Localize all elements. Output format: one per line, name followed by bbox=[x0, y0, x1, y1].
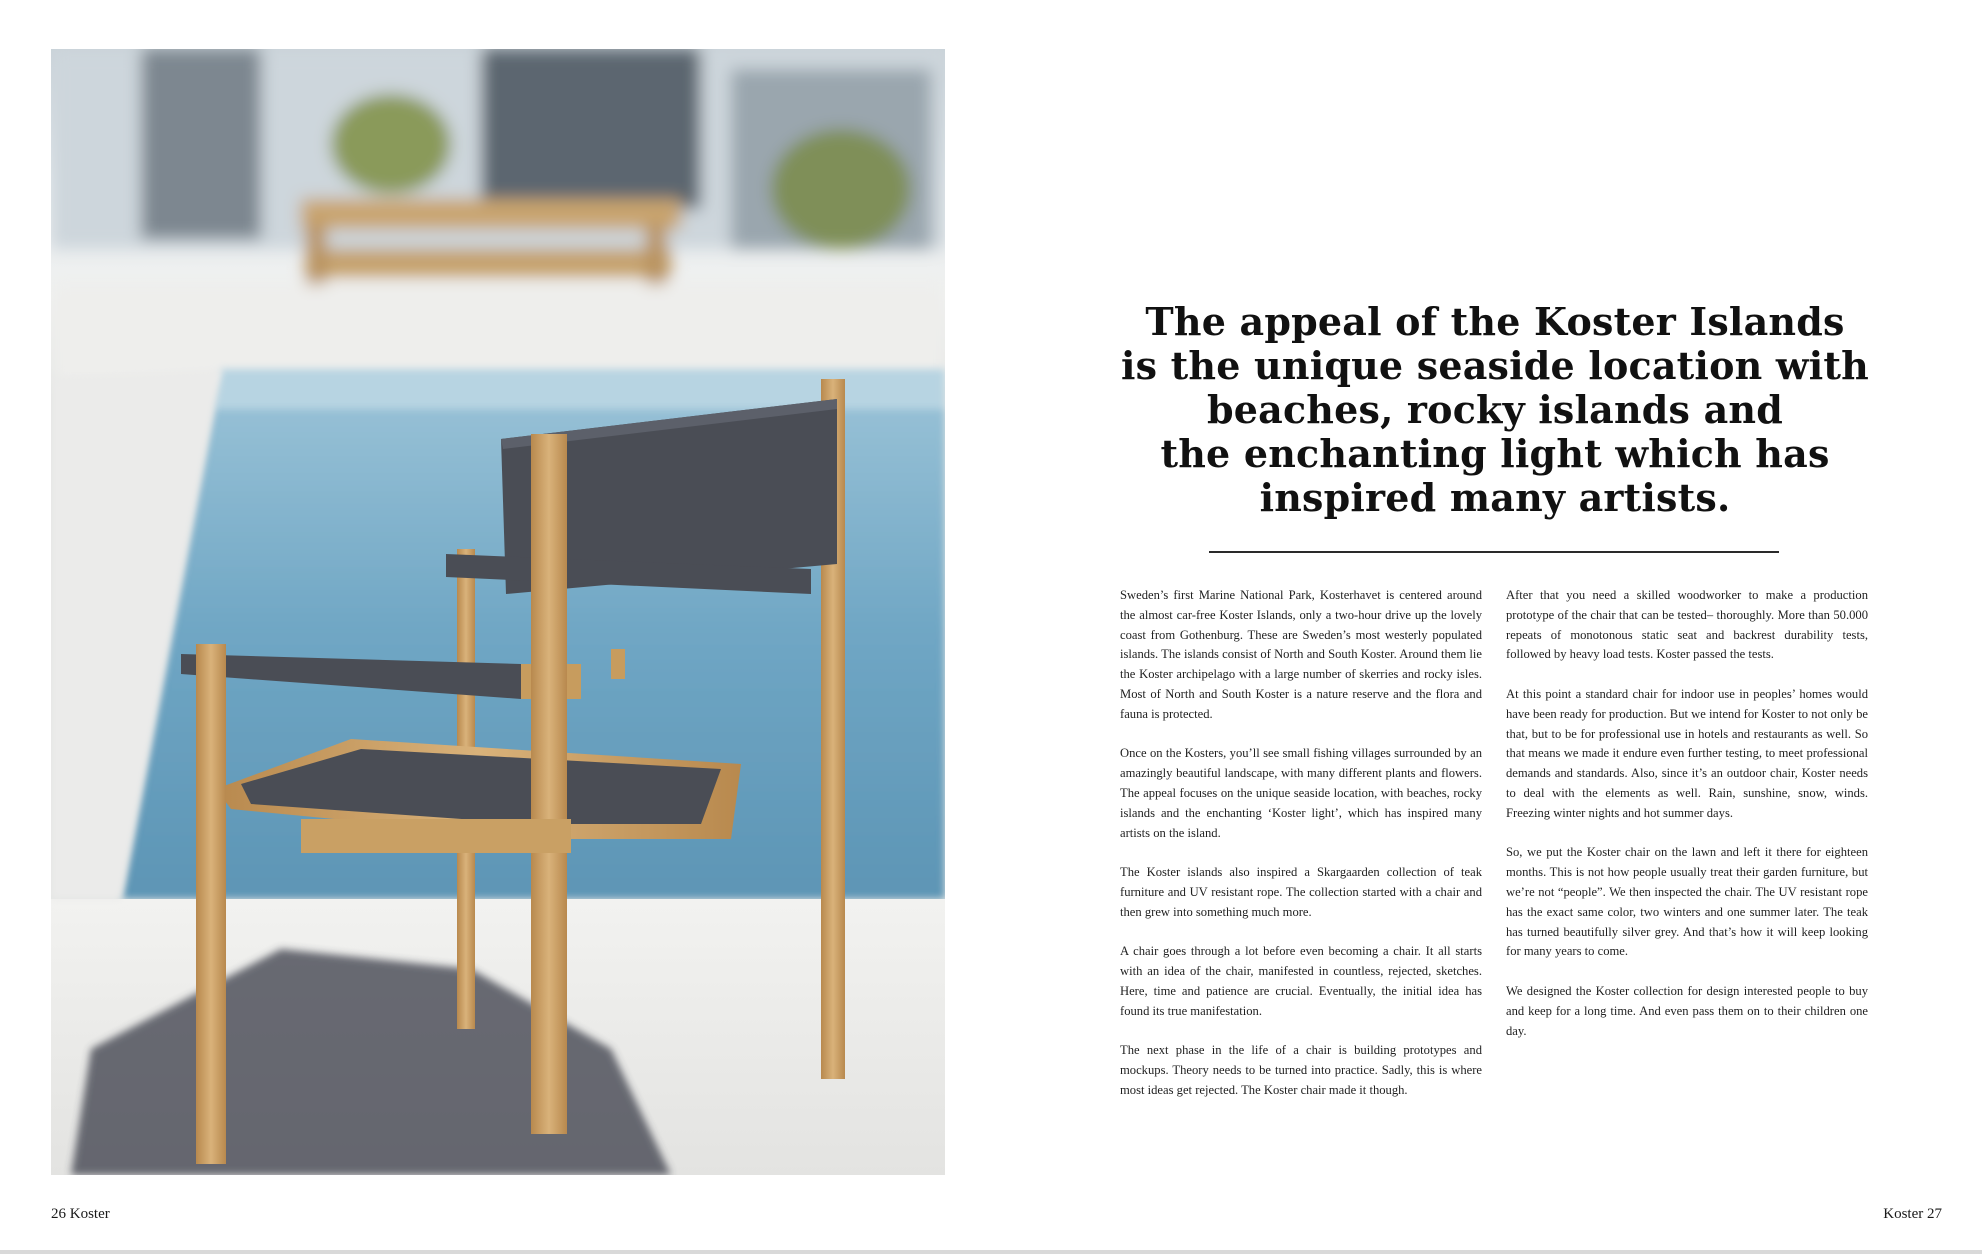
right-page-number: Koster 27 bbox=[1883, 1206, 1942, 1222]
headline-line: The appeal of the Koster Islands bbox=[1145, 299, 1845, 344]
page-bottom-edge bbox=[0, 1250, 1982, 1254]
body-paragraph: The next phase in the life of a chair is building prototypes and mockups. Theory needs to be turned into practice. Sadly, this is where most ideas get rejected. The Koster chair made it though. bbox=[1120, 1043, 1482, 1097]
headline-line: is the unique seaside location with bbox=[1121, 343, 1869, 388]
body-paragraph: At this point a standard chair for indoor use in peoples’ homes would have been ready for production. But we intend for Koster to not only be that, but to be for professional use in hotels and restaurants as well. So that means we made it endure even further testing, to meet professional demands and standards. Also, since it’s an outdoor chair, Koster needs to deal with the elements as well. Rain, sunshine, snow, winds. Freezing winter nights and hot summer days. bbox=[1506, 686, 1868, 820]
body-paragraph: The Koster islands also inspired a Skargaarden collection of teak furniture and UV resistant rope. The collection started with a chair and then grew into something much more. bbox=[1120, 865, 1482, 919]
body-paragraph: We designed the Koster collection for design interested people to buy and keep for a long time. And even pass them on to their children one day. bbox=[1506, 983, 1868, 1038]
body-paragraph: Once on the Kosters, you’ll see small fishing villages surrounded by an amazingly beautiful landscape, with many different plants and flowers. The appeal focuses on the unique seaside location, with beaches, rocky islands and the enchanting ‘Koster light’, which has inspired many artists on the island. bbox=[1120, 746, 1482, 840]
body-paragraph: After that you need a skilled woodworker to make a production prototype of the chair that can be tested– thoroughly. More than 50.000 repeats of monotonous static seat and backrest durability tests, followed by heavy load tests. Koster passed the tests. bbox=[1506, 588, 1868, 662]
body-paragraph: A chair goes through a lot before even becoming a chair. It all starts with an idea of the chair, manifested in countless, rejected, sketches. Here, time and patience are crucial. Eventually, the initial idea has found its true manifestation. bbox=[1120, 944, 1482, 1018]
headline-line: beaches, rocky islands and bbox=[1206, 387, 1784, 432]
chair-photo-illustration bbox=[51, 49, 945, 1175]
chair-by-pool-photo bbox=[51, 49, 945, 1175]
body-column-right bbox=[1506, 586, 1868, 1061]
headline-divider bbox=[1209, 551, 1779, 553]
body-paragraph: So, we put the Koster chair on the lawn and left it there for eighteen months. This is not how people usually treat their garden furniture, but we’re not “people”. We then inspected the chair. The UV resistant rope has the exact same color, two winters and one summer later. The teak has turned beautifully silver grey. And that’s how it will keep looking for many years to come. bbox=[1506, 845, 1868, 959]
headline-line: the enchanting light which has bbox=[1160, 431, 1830, 476]
headline bbox=[1110, 300, 1880, 520]
left-page-number: 26 Koster bbox=[51, 1206, 110, 1222]
body-paragraph: Sweden’s first Marine National Park, Kosterhavet is centered around the almost car-free Koster Islands, only a two-hour drive up the lovely coast from Gothenburg. These are Sweden’s most westerly populated islands. The islands consist of North and South Koster. Around them lie the Koster archipelago with a large number of skerries and rocky isles. Most of North and South Koster is a nature reserve and the flora and fauna is protected. bbox=[1120, 588, 1482, 721]
headline-line: inspired many artists. bbox=[1259, 475, 1731, 520]
body-column-left bbox=[1120, 586, 1482, 1121]
